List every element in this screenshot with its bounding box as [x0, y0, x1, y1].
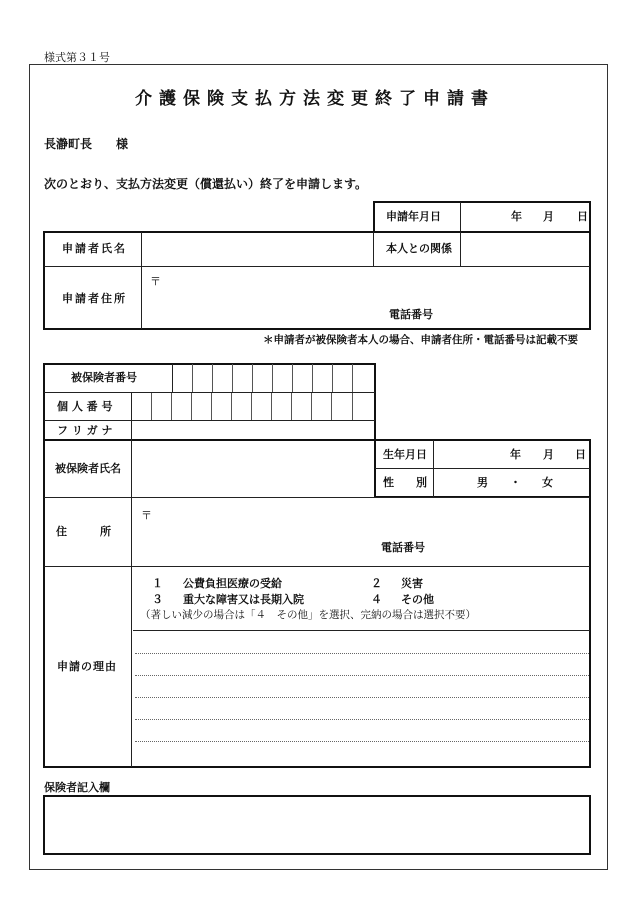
relation-label: 本人との関係 — [386, 242, 452, 255]
addressee: 長瀞町長 様 — [44, 137, 129, 151]
applicant-phone-label: 電話番号 — [389, 308, 433, 321]
insured-postal-mark: 〒 — [141, 509, 152, 522]
reason-option-2-text[interactable]: 災害 — [401, 577, 423, 590]
sex-female-option[interactable]: 女 — [542, 476, 553, 489]
personal-number-field[interactable] — [133, 394, 374, 419]
birthdate-label: 生年月日 — [383, 448, 427, 461]
application-date-year: 年 — [511, 210, 522, 223]
insured-name-field[interactable] — [133, 441, 373, 496]
insured-address-label: 住 所 — [56, 525, 111, 538]
reason-option-1-text[interactable]: 公費負担医療の受給 — [183, 577, 282, 590]
birth-year: 年 — [510, 448, 521, 461]
reason-option-3-text[interactable]: 重大な障害又は長期入院 — [183, 593, 304, 606]
applicant-postal-mark: 〒 — [150, 275, 161, 288]
reason-option-4-num[interactable]: ４ — [371, 593, 382, 606]
intro-text: 次のとおり、支払方法変更（償還払い）終了を申請します。 — [44, 177, 368, 191]
applicant-note: ＊申請者が被保険者本人の場合、申請者住所・電話番号は記載不要 — [263, 334, 578, 346]
birth-day: 日 — [575, 448, 586, 461]
application-date-day: 日 — [577, 210, 588, 223]
insured-address-field[interactable] — [133, 499, 589, 565]
personal-number-label: 個 人 番 号 — [57, 400, 113, 413]
reason-option-4-text[interactable]: その他 — [401, 593, 434, 606]
sex-male-option[interactable]: 男 — [477, 476, 488, 489]
furigana-label: フ リ ガ ナ — [57, 424, 113, 437]
insurer-section-label: 保険者記入欄 — [44, 781, 110, 794]
applicant-name-field[interactable] — [143, 233, 372, 265]
application-date-field[interactable] — [462, 203, 589, 231]
reason-label: 申請の理由 — [57, 660, 117, 673]
applicant-address-label: 申請者住所 — [62, 292, 127, 305]
reason-note: （著しい減少の場合は「４ その他」を選択、完納の場合は選択不要） — [140, 609, 476, 621]
sex-label: 性 別 — [383, 476, 427, 489]
birth-month: 月 — [543, 448, 554, 461]
form-number: 様式第３１号 — [44, 51, 110, 64]
reason-option-1-num[interactable]: １ — [152, 577, 163, 590]
insured-number-label: 被保険者番号 — [71, 371, 137, 384]
application-date-label: 申請年月日 — [386, 210, 441, 223]
insured-number-field[interactable] — [174, 365, 374, 391]
application-date-month: 月 — [543, 210, 554, 223]
insured-name-label: 被保険者氏名 — [55, 462, 121, 475]
insurer-section-box[interactable] — [43, 795, 591, 855]
reason-detail-field[interactable] — [133, 632, 589, 766]
furigana-field[interactable] — [133, 421, 374, 439]
reason-option-3-num[interactable]: ３ — [152, 593, 163, 606]
reason-option-2-num[interactable]: ２ — [371, 577, 382, 590]
insured-phone-label: 電話番号 — [381, 541, 425, 554]
applicant-address-field[interactable] — [143, 268, 589, 328]
page-title: 介護保険支払方法変更終了申請書 — [135, 89, 495, 109]
applicant-name-label: 申請者氏名 — [62, 242, 127, 255]
relation-field[interactable] — [462, 233, 589, 265]
sex-separator: ・ — [510, 476, 521, 489]
